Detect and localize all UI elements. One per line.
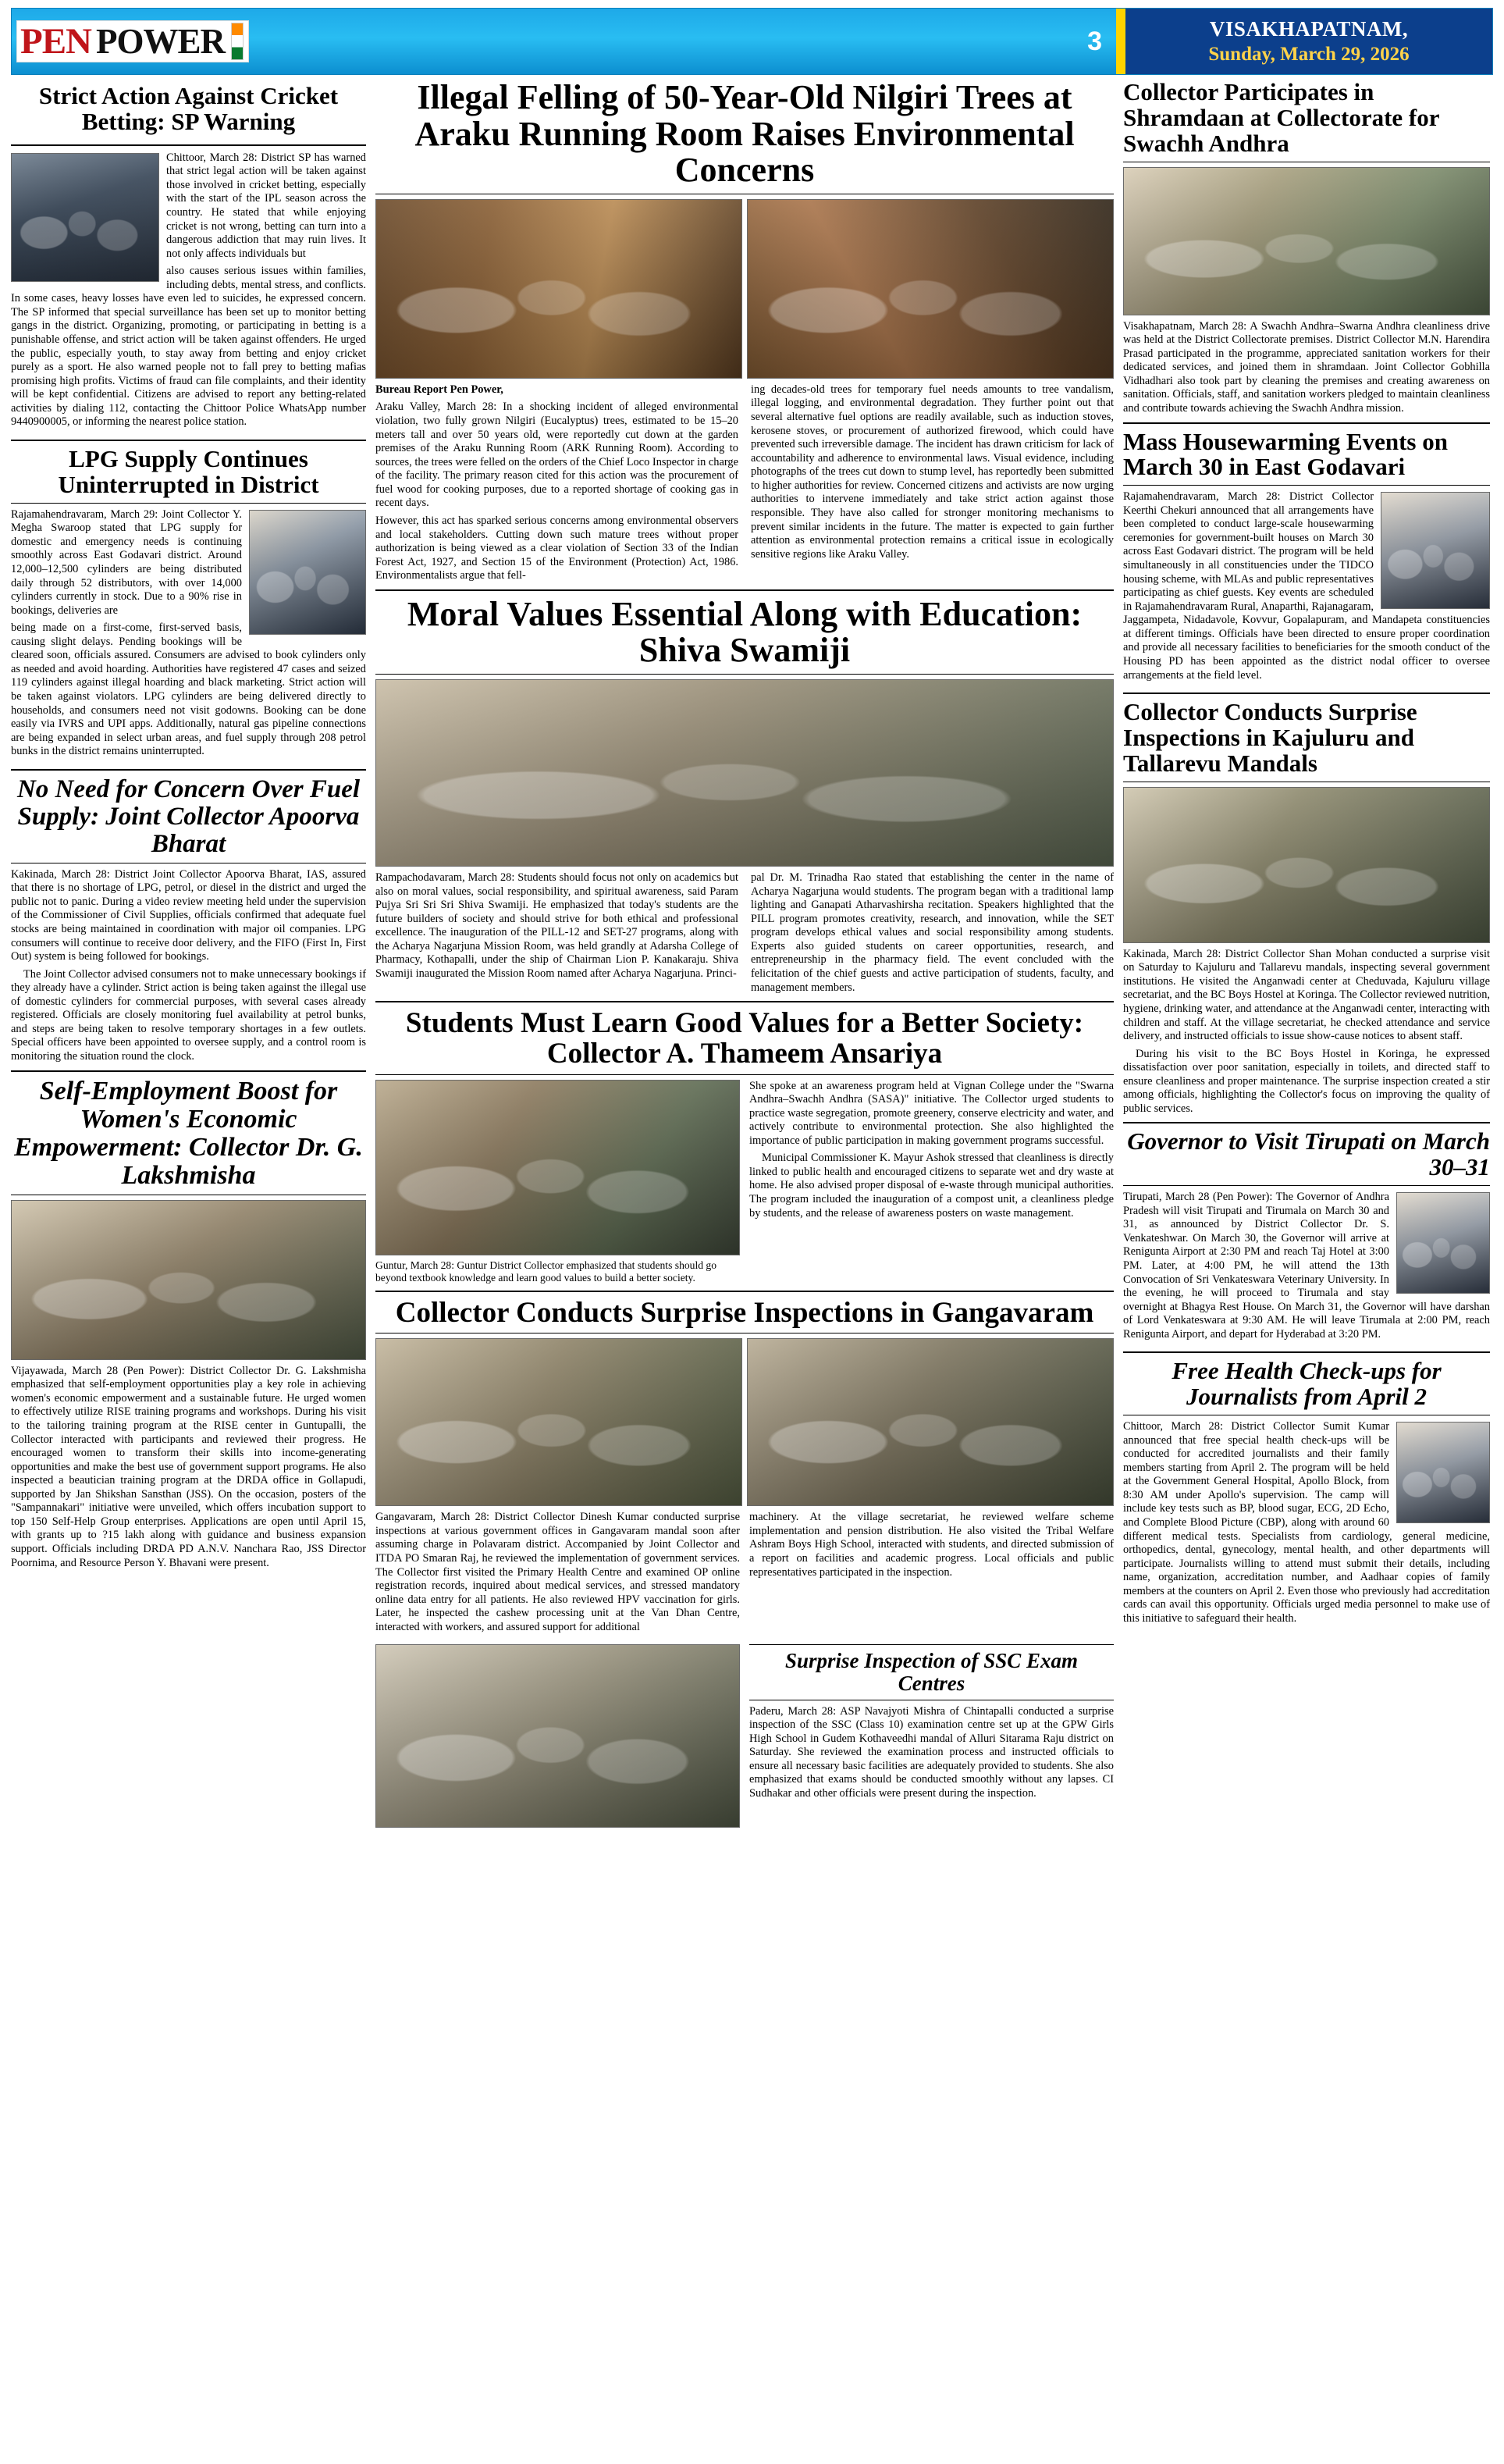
article-ssc-text: Paderu, March 28: ASP Navajyoti Mishra of Chintapalli conducted a surprise inspection of the SSC (Class 10) examination centre set up at the GPW Girls High School in Gudem Kothaveedhi mandal of Alluri Sitarama Raju district on Saturday. She reviewed the examination process and instructed officials to ensure all necessary basic facilities are adequately provided to students. She also emphasized that exams should be conducted smoothly without any lapses. CI Sudhakar and other officials were present during the inspection. (749, 1704, 1114, 1800)
article-women-empowerment (11, 1077, 366, 1571)
article-kajuluru-text-2: During his visit to the BC Boys Hostel in Koringa, he expressed dissatisfaction over poor sanitation, especially in toilets, and directed staff to ensure cleanliness and proper maintenance. The surprise inspection created a stir among officials, highlighting the Collector's focus on improving the quality of public services. (1123, 1047, 1490, 1115)
photo-collector-speech (375, 1080, 740, 1255)
article-fuel-supply (11, 776, 366, 1064)
article-cricket-betting (11, 80, 366, 433)
article-health-checkup (1123, 1358, 1490, 1629)
article-lpg-text-2: being made on a first-come, first-served basis, causing slight delays. Pending bookings will be cleared soon, officials assured. Consumers are advised to book cylinders only as needed and avoid hoarding. Authorities have registered 47 cases and seized 119 cylinders against illegal hoarding and black marketing. Strict action will be taken against violators. LPG cylinders are being delivered directly to households, and consumers need not visit godowns. Booking can be done easily via IVRS and UPI apps. Additionally, natural gas pipeline connections are being expanded in select urban areas, and fuel supply through 208 petrol bunks in the district remains uninterrupted. (11, 621, 366, 758)
headline-gangavaram-inspection: Collector Conducts Surprise Inspections in Gangavaram (395, 1297, 1094, 1330)
article-shramdaan (1123, 80, 1490, 416)
divider (11, 1070, 366, 1072)
article-housewarming (1123, 429, 1490, 687)
article-governor-text: Tirupati, March 28 (Pen Power): The Governor of Andhra Pradesh will visit Tirupati and Tirumala on March 30 and 31, as announced by District Collector Dr. S. Venkateshwar. On March 30, the Governor will arrive at Renigunta Airport at 2:30 PM and reach Taj Hotel at 3:00 PM. Later, at 4:00 PM, he will attend the 13th Convocation of Sri Venkateswara Veterinary University. In the evening, he will proceed to Tirumala and stay overnight at Bhagya Rest House. On March 31, the Governor will have darshan of Lord Venkateswara at 9:30 AM. He will leave Tirumala at 2:00 PM, reach Renigunta Airport, and depart for Hyderabad at 3:20 PM. (1123, 1191, 1490, 1341)
article-moral-values (375, 596, 1114, 995)
divider (1123, 1122, 1490, 1123)
divider (1123, 1351, 1490, 1353)
divider (1123, 422, 1490, 424)
caption-good-values: Guntur, March 28: Guntur District Collector emphasized that students should go beyond textbook knowledge and learn good values to build a better society. (375, 1259, 717, 1284)
photo-gangavaram-1 (375, 1338, 742, 1506)
column-left (11, 80, 366, 1576)
byline-nilgiri: Bureau Report Pen Power, (375, 383, 503, 396)
article-housewarming-text: Rajamahendravaram, March 28: District Collector Keerthi Chekuri announced that all arrangements have been completed to conduct large-scale housewarming ceremonies for government-built houses on March 30 across East Godavari district. The program will be held simultaneously in all constituencies under the TIDCO housing scheme, with MLAs and public representatives participating as chief guests. Key events are scheduled in Rajamahendravaram Rural, Anaparthi, Rajanagaram, Jaggampeta, Nidadavole, Kovvur, Gopalapuram, and Mandapeta constituencies at different timings. Officials have been directed to ensure proper coordination and provide all necessary facilities to beneficiaries for the smooth conduct of the Housing PD has been appointed as the district nodal officer to oversee arrangements at the field level. (1123, 490, 1490, 682)
article-gangavaram-inspection (375, 1298, 1114, 1638)
publication-logo (16, 20, 249, 62)
photo-governor-portrait (1396, 1192, 1490, 1294)
photo-collector-portrait (1381, 492, 1490, 609)
headline-fuel-supply: No Need for Concern Over Fuel Supply: Joint Collector Apoorva Bharat (16, 774, 361, 858)
headline-housewarming: Mass Housewarming Events on March 30 in East Godavari (1123, 427, 1448, 481)
headline-ssc-inspection: Surprise Inspection of SSC Exam Centres (784, 1649, 1079, 1696)
divider (375, 1291, 1114, 1292)
headline-nilgiri-trees: Illegal Felling of 50-Year-Old Nilgiri Trees at Araku Running Room Raises Environmental Concerns (414, 78, 1075, 190)
headline-health-checkup: Free Health Check-ups for Journalists from April 2 (1172, 1357, 1442, 1411)
article-good-values-text-2: Municipal Commissioner K. Mayur Ashok stressed that cleanliness is directly linked to public health and encouraged citizens to separate wet and dry waste at home. He also advised proper disposal of e-waste through municipal authorities. The program included the inauguration of a compost unit, a cleanliness pledge by students, and the release of awareness posters on waste management. (749, 1152, 1114, 1220)
article-lpg-supply (11, 444, 366, 763)
column-middle (375, 80, 1114, 1828)
headline-kajuluru-inspection: Collector Conducts Surprise Inspections in Kajuluru and Tallarevu Mandals (1123, 698, 1417, 777)
photo-collector-health (1396, 1422, 1490, 1523)
article-moral-text-2: pal Dr. M. Trinadha Rao stated that establishing the center in the name of Acharya Nagarjuna would students. The program began with a traditional lamp lighting and Ganapati Atharvashirsha recitation. Speakers highlighted that the PILL program promotes creativity, research, and innovation, while the SET program develops ethical values and social responsibility among students. Experts also guided students on career opportunities, research, and entrepreneurship in the pharmacy field. The event concluded with the felicitation of the chief guests and active participation of students, faculty, and management members. (751, 871, 1114, 994)
divider (11, 769, 366, 771)
article-gangavaram-text-2: machinery. At the village secretariat, he reviewed welfare scheme implementation and pension distribution. He also visited the Tribal Welfare Ashram Boys High School, interacted with students, and directed submission of a report on facilities and academic progress. Local officials and public representatives participated in the inspection. (749, 1511, 1114, 1579)
newspaper-page (0, 8, 1504, 2464)
article-governor-visit (1123, 1129, 1490, 1345)
article-kajuluru-text-1: Kakinada, March 28: District Collector Shan Mohan conducted a surprise visit on Saturday to Kajuluru and Tallarevu mandals, inspecting several government institutions. He visited the Anganwadi center at Cheduvada, Kajuluru village secretariat, and the BC Boys Hostel at Koringa. The Collector reviewed nutrition, hygiene, drinking water, and attendance at the Anganwadi center, interacting with children and staff. At the village secretariat, he checked attendance and service delivery, and instructed officials to issue show-cause notices to absent staff. (1123, 947, 1490, 1043)
headline-moral-values: Moral Values Essential Along with Education: Shiva Swamiji (407, 594, 1083, 670)
article-cricket-text-2: also causes serious issues within families, including debts, mental stress, and conflicts. In some cases, heavy losses have even led to suicides, he expressed concern. The SP informed that special surveillance has been set up to monitor betting gangs in the district. Organizing, promoting, or participating in betting is a punishable offense, and strict action will be taken against offenders. He urged the public, especially youth, to stay away from betting and enjoy cricket purely as a sport. He also warned people not to fall prey to betting mafias promising high profits. Victims of fraud can file complaints, and their identity will be kept confidential. Citizens are advised to report any betting-related activities by dialing 112, contacting the Chittoor Police WhatsApp number 9440900005, or informing the nearest police station. (11, 265, 366, 429)
photo-swachh-drive (1123, 167, 1490, 315)
article-good-values (375, 1008, 1114, 1284)
photo-felled-tree-1 (375, 199, 742, 379)
photo-joint-collector (249, 510, 366, 635)
column-right (1123, 80, 1490, 1636)
divider (375, 589, 1114, 591)
headline-women-empowerment: Self-Employment Boost for Women's Economic Empowerment: Collector Dr. G. Lakshmisha (14, 1076, 363, 1190)
article-nilgiri-text-2: However, this act has sparked serious concerns among environmental observers and local stakeholders. Cutting down such mature trees without proper authorization is being viewed as a clear violation of Section 33 of the Indian Forest Act, 1927, and Section 15 of the Environment (Protection) Act, 1986. Environmentalists argue that fell- (375, 514, 738, 582)
photo-police-officer (11, 153, 159, 282)
article-cricket-text-1: Chittoor, March 28: District SP has warned that strict legal action will be taken against those involved in cricket betting, especially with the start of the IPL season across the country. He stated that while enjoying cricket is not wrong, betting can turn into a dangerous addiction that may ruin lives. It not only affects individuals but (166, 151, 366, 260)
article-moral-text-1: Rampachodavaram, March 28: Students should focus not only on academics but also on moral values, social responsibility, and spiritual awareness, said Param Pujya Sri Sri Sri Shiva Swamiji. He emphasized that today's students are the future builders of society and should strive for both ethical and professional excellence. The inauguration of the PILL-12 and SET-27 programs, along with the Acharya Nagarjuna Mission Room, was held grandly at Adarsha College of Pharmacy, Kothapalli, under the ship of Chairman Lion P. Kanakaraju. Shiva Swamiji inaugurated the Mission Room named after Acharya Nagarjuna. Princi- (375, 871, 738, 980)
divider (11, 440, 366, 441)
article-good-values-text-1: She spoke at an awareness program held at Vignan College under the "Swarna Andhra–Swachh Andhra (SASA)" initiative. The Collector urged students to practice waste segregation, promote greenery, conserve electricity and water, and actively contribute to environmental protection. She also highlighted the importance of public participation in making government programs successful. (749, 1079, 1114, 1147)
article-kajuluru-inspection (1123, 700, 1490, 1116)
photo-swamiji-event (375, 679, 1114, 867)
photo-village-inspection (375, 1644, 740, 1828)
divider (1116, 9, 1125, 74)
article-health-text: Chittoor, March 28: District Collector Sumit Kumar announced that free special health check-ups will be conducted for accredited journalists and their family members starting from April 2. The program will be held at the Government General Hospital, Apollo Block, from 8:30 AM under Apollo's supervision. The camp will include key tests such as BP, blood sugar, ECG, 2D Echo, and Complete Blood Picture (CBP), along with around 60 different medical tests. Specialists from cardiology, general medicine, orthopedics, dental, gynecology, mental health, and other departments will participate. Journalists willing to attend must submit their details, including name, organization, accreditation number, and Aadhaar copies of family members at the counters on April 2. Even those who previously had accreditation cards can avail this opportunity. Officials urged media personnel to make use of this initiative to safeguard their health. (1123, 1420, 1490, 1625)
article-nilgiri-text-3: ing decades-old trees for temporary fuel needs amounts to tree vandalism, illegal logging, and environmental degradation. They further point out that several alternative fuel options are readily available, such as induction stoves, kerosene stoves, or procurement of authorized firewood, which could have prevented such irreversible damage. The incident has drawn criticism for lack of accountability and adherence to environmental laws. Visual evidence, including photographs of the trees cut down to stump level, has reportedly been submitted to higher authorities for review. Concerned citizens and activists are now urging authorities to intervene immediately and take strict action against those responsible. They have also called for stronger monitoring mechanisms to prevent similar incidents in the future. The matter is expected to gain further attention as environmental protection remains a critical issue in ecologically sensitive regions like Araku Valley. (751, 383, 1114, 561)
divider (375, 1001, 1114, 1002)
article-nilgiri-text-1: Araku Valley, March 28: In a shocking incident of alleged environmental violation, two fully grown Nilgiri (Eucalyptus) trees, estimated to be 15–20 meters tall and over 50 years old, were reportedly cut down at the garden premises of the Araku Running Room (ARK Running Room). According to sources, the trees were felled on the orders of the Chief Loco Inspector in charge of the facility. The primary reason cited for this action was the procurement of fuel wood for cooking purposes, due to a reported shortage of cooking gas in recent days. (375, 401, 738, 510)
photo-kajuluru-inspection (1123, 787, 1490, 943)
logo-power-text: POWER (96, 21, 226, 61)
edition-city: VISAKHAPATNAM, (1209, 17, 1409, 41)
photo-gangavaram-2 (747, 1338, 1114, 1506)
article-fuel-text-1: Kakinada, March 28: District Joint Collector Apoorva Bharat, IAS, assured that there is no shortage of LPG, petrol, or diesel in the district and urged the public not to panic. During a video review meeting held under the supervision of the Commissioner of Civil Supplies, officials confirmed that adequate fuel stocks are being maintained in coordination with major oil companies. LPG consumers will continue to receive door delivery, and the FIFO (First In, First Out) system is being followed for bookings. (11, 867, 366, 963)
page-number: 3 (1087, 26, 1102, 56)
article-gangavaram-text-1: Gangavaram, March 28: District Collector Dinesh Kumar conducted surprise inspections at various government offices in Gangavaram mandal soon after assuming charge in Polavaram district. Accompanied by Joint Collector and ITDA PO Smaran Raj, he reviewed the implementation of government services. The Collector first visited the Primary Health Centre and examined OP online registration records, inquired about medical services, and stressed mandatory online data entry for all patients. He also reviewed HPV vaccination for girls. Later, he inspected the cashew processing unit at the Van Dhan Centre, interacted with workers, and assured support for additional (375, 1511, 740, 1633)
headline-governor-visit: Governor to Visit Tirupati on March 30–31 (1127, 1127, 1490, 1181)
headline-shramdaan: Collector Participates in Shramdaan at Collectorate for Swachh Andhra (1123, 78, 1439, 157)
headline-good-values: Students Must Learn Good Values for a Better Society: Collector A. Thameem Ansariya (405, 1007, 1084, 1070)
divider (1123, 693, 1490, 694)
photo-felled-tree-2 (747, 199, 1114, 379)
article-lpg-text-1: Rajamahendravaram, March 29: Joint Collector Y. Megha Swaroop stated that LPG supply for domestic and emergency needs is continuing smoothly across East Godavari district. Around 12,000–12,500 cylinders are being distributed daily through 52 distributors, with over 14,000 cylinders currently in stock. Due to a 90% rise in bookings, deliveries are (11, 507, 242, 617)
article-nilgiri-trees (375, 80, 1114, 583)
article-women-text: Vijayawada, March 28 (Pen Power): District Collector Dr. G. Lakshmisha emphasized that self-employment opportunities play a key role in achieving women's economic empowerment and a sustainable future. He urged women to effectively utilize RISE training programs and workshops. During his visit to the tailoring training program at the RISE center in Guntupalli, the Collector interacted with participants and reviewed their progress. He encouraged women to transform their skills into income-generating opportunities and make the best use of government support programs. He also inspected a beautician training program at the DRDA office in Gollapudi, supported by Jan Shikshan Sansthan (JSS). On the occasion, posters of the "Sampannakari" initiative were unveiled, which offers incubation support to top 150 Self-Help Group enterprises. Applications are open until April 15, with grants up to ?15 lakh along with guidance and business expansion support. Officials including DRDA PD A.N.V. Nanchara Rao, JSS Director Poornima, and Resource Person Y. Bhavani were present. (11, 1364, 366, 1569)
headline-cricket-betting: Strict Action Against Cricket Betting: SP Warning (38, 82, 339, 135)
article-shramdaan-text: Visakhapatnam, March 28: A Swachh Andhra–Swarna Andhra cleanliness drive was held at the District Collectorate premises. District Collector M.N. Harendira Prasad participated in the programme, appreciated sanitation workers for their dedicated services, and joined them in shramdaan. Joint Collector Gobhilla Vidhadhari also took part by cleaning the premises and creating awareness on sanitation. Officials, staff, and sanitation workers pledged to maintain cleanliness and contribute towards achieving the Swachh Andhra mission. (1123, 319, 1490, 415)
article-fuel-text-2: The Joint Collector advised consumers not to make unnecessary bookings if they already have a cylinder. Strict action is being taken against the illegal use of domestic cylinders for commercial purposes, with several cases already registered. Officials are closely monitoring fuel availability at petrol bunks, and steps are being taken to resolve temporary shortages in a few outlets. Special officers have been appointed to oversee supply, and a control room is monitoring the situation round the clock. (11, 967, 366, 1063)
masthead (11, 8, 1493, 75)
edition-date: Sunday, March 29, 2026 (1208, 44, 1410, 65)
photo-women-training (11, 1200, 366, 1360)
flag-icon (231, 23, 244, 60)
logo-pen-text: PEN (20, 20, 91, 62)
headline-lpg-supply: LPG Supply Continues Uninterrupted in District (58, 444, 319, 498)
masthead-edition (1125, 9, 1492, 74)
